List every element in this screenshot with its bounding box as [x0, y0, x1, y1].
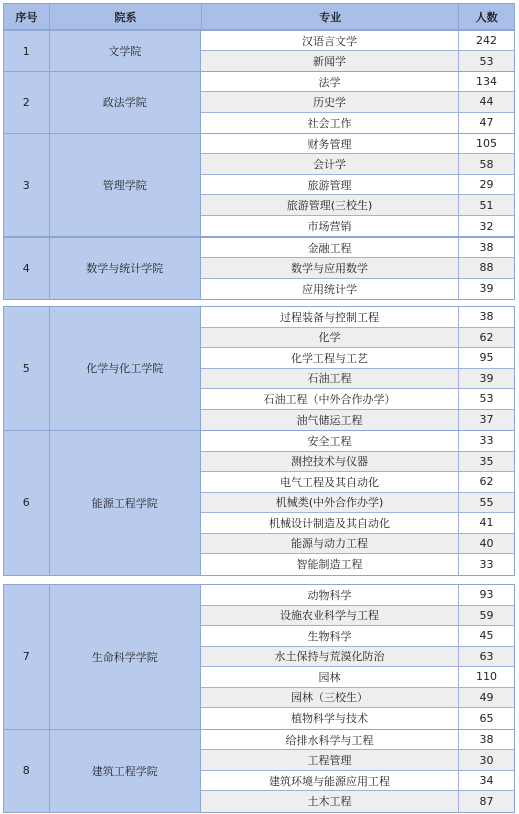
header-dept: 院系	[50, 4, 202, 29]
dept-group	[3, 71, 515, 134]
table-row	[201, 92, 514, 112]
major-cell: 植物科学与技术	[201, 708, 459, 729]
count-cell: 58	[479, 157, 494, 171]
major-cell: 化学	[201, 328, 459, 348]
table-row	[201, 647, 514, 668]
count-cell: 35	[479, 454, 494, 468]
table-header	[3, 3, 515, 30]
major-cell: 机械类(中外合作办学)	[201, 493, 459, 513]
count-cell: 242	[476, 34, 497, 48]
major-cell: 园林	[201, 667, 459, 687]
major-cell: 过程装备与控制工程	[201, 307, 459, 327]
count-cell: 45	[479, 629, 494, 643]
table-row	[201, 113, 514, 133]
dept-group	[3, 584, 515, 730]
table-row	[201, 750, 514, 770]
count-cell: 55	[479, 495, 494, 509]
major-cell: 法学	[201, 72, 459, 91]
count-cell: 59	[479, 608, 494, 622]
header-count: 人数	[475, 10, 498, 24]
major-cell: 历史学	[201, 92, 459, 111]
table-row	[201, 348, 514, 369]
major-cell: 化学工程与工艺	[201, 348, 459, 368]
major-cell: 金融工程	[201, 238, 459, 257]
table-row	[201, 554, 514, 575]
group-index: 3	[4, 134, 50, 236]
table-row	[201, 452, 514, 473]
table-row	[201, 51, 514, 71]
count-cell: 62	[479, 475, 494, 489]
dept-group	[3, 306, 515, 431]
group-index: 6	[4, 431, 50, 575]
count-cell: 44	[479, 95, 494, 109]
major-cell: 土木工程	[201, 791, 459, 811]
table-row	[201, 493, 514, 514]
table-row	[201, 688, 514, 709]
table-row	[201, 667, 514, 688]
major-cell: 会计学	[201, 154, 459, 173]
count-cell: 39	[479, 282, 494, 296]
count-cell: 88	[479, 261, 494, 275]
dept-group	[3, 133, 515, 237]
count-cell: 33	[479, 557, 494, 571]
table-row	[201, 472, 514, 493]
dept-group	[3, 30, 515, 72]
major-cell: 旅游管理(三校生)	[201, 195, 459, 214]
major-cell: 旅游管理	[201, 175, 459, 194]
major-cell: 电气工程及其自动化	[201, 472, 459, 492]
count-cell: 33	[479, 434, 494, 448]
table-row	[201, 216, 514, 236]
count-cell: 38	[479, 241, 494, 255]
table-row	[201, 708, 514, 729]
group-index: 2	[4, 72, 50, 133]
group-index: 5	[4, 307, 50, 430]
table-row	[201, 410, 514, 430]
count-cell: 39	[479, 371, 494, 385]
major-cell: 安全工程	[201, 431, 459, 451]
header-major: 专业	[202, 4, 459, 29]
dept-name: 生命科学学院	[50, 585, 201, 729]
count-cell: 93	[479, 588, 494, 602]
major-cell: 测控技术与仪器	[201, 452, 459, 472]
count-cell: 41	[479, 516, 494, 530]
dept-name: 文学院	[50, 31, 201, 71]
table-row	[201, 389, 514, 410]
major-cell: 应用统计学	[201, 279, 459, 299]
table-row	[201, 626, 514, 647]
group-index: 7	[4, 585, 50, 729]
major-cell: 数学与应用数学	[201, 258, 459, 277]
major-cell: 石油工程	[201, 369, 459, 389]
table-row	[201, 175, 514, 195]
dept-group	[3, 729, 515, 813]
dept-name: 政法学院	[50, 72, 201, 133]
table-row	[201, 791, 514, 811]
major-cell: 新闻学	[201, 51, 459, 71]
table-row	[201, 258, 514, 278]
table-row	[201, 31, 514, 51]
major-cell: 园林（三校生）	[201, 688, 459, 708]
dept-name: 能源工程学院	[50, 431, 201, 575]
major-cell: 汉语言文学	[201, 31, 459, 50]
table-row	[201, 195, 514, 215]
count-cell: 49	[479, 690, 494, 704]
major-cell: 建筑环境与能源应用工程	[201, 771, 459, 790]
table-row	[201, 328, 514, 349]
dept-group	[3, 237, 515, 300]
count-cell: 47	[479, 116, 494, 130]
table-row	[201, 730, 514, 750]
group-index: 4	[4, 238, 50, 299]
major-cell: 油气储运工程	[201, 410, 459, 430]
header-index: 序号	[4, 4, 50, 29]
table-row	[201, 431, 514, 452]
table-row	[201, 238, 514, 258]
table-row	[201, 534, 514, 555]
table-row	[201, 771, 514, 791]
major-cell: 智能制造工程	[201, 554, 459, 575]
table-row	[201, 72, 514, 92]
major-cell: 市场营销	[201, 216, 459, 236]
dept-name: 建筑工程学院	[50, 730, 201, 812]
count-cell: 38	[479, 733, 494, 747]
count-cell: 134	[476, 75, 497, 89]
count-cell: 105	[476, 137, 497, 151]
table-row	[201, 134, 514, 154]
major-cell: 动物科学	[201, 585, 459, 605]
count-cell: 51	[479, 198, 494, 212]
dept-group	[3, 430, 515, 576]
table-row	[201, 279, 514, 299]
major-cell: 水土保持与荒漠化防治	[201, 647, 459, 667]
count-cell: 32	[479, 219, 494, 233]
major-cell: 设施农业科学与工程	[201, 606, 459, 626]
table-row	[201, 585, 514, 606]
group-index: 1	[4, 31, 50, 71]
count-cell: 87	[479, 794, 494, 808]
count-cell: 30	[479, 753, 494, 767]
count-cell: 53	[479, 392, 494, 406]
major-cell: 生物科学	[201, 626, 459, 646]
count-cell: 63	[479, 649, 494, 663]
dept-name: 数学与统计学院	[50, 238, 201, 299]
count-cell: 110	[476, 670, 497, 684]
count-cell: 37	[479, 413, 494, 427]
table-row	[201, 369, 514, 390]
count-cell: 29	[479, 178, 494, 192]
dept-name: 管理学院	[50, 134, 201, 236]
group-index: 8	[4, 730, 50, 812]
major-cell: 能源与动力工程	[201, 534, 459, 554]
major-cell: 财务管理	[201, 134, 459, 153]
count-cell: 40	[479, 536, 494, 550]
count-cell: 34	[479, 774, 494, 788]
major-cell: 工程管理	[201, 750, 459, 769]
table-row	[201, 307, 514, 328]
major-cell: 给排水科学与工程	[201, 730, 459, 749]
count-cell: 65	[479, 711, 494, 725]
table-row	[201, 154, 514, 174]
major-cell: 社会工作	[201, 113, 459, 133]
dept-name: 化学与化工学院	[50, 307, 201, 430]
count-cell: 53	[479, 54, 494, 68]
table-row	[201, 513, 514, 534]
table-row	[201, 606, 514, 627]
count-cell: 38	[479, 310, 494, 324]
count-cell: 62	[479, 330, 494, 344]
major-cell: 机械设计制造及其自动化	[201, 513, 459, 533]
major-cell: 石油工程（中外合作办学）	[201, 389, 459, 409]
count-cell: 95	[479, 351, 494, 365]
